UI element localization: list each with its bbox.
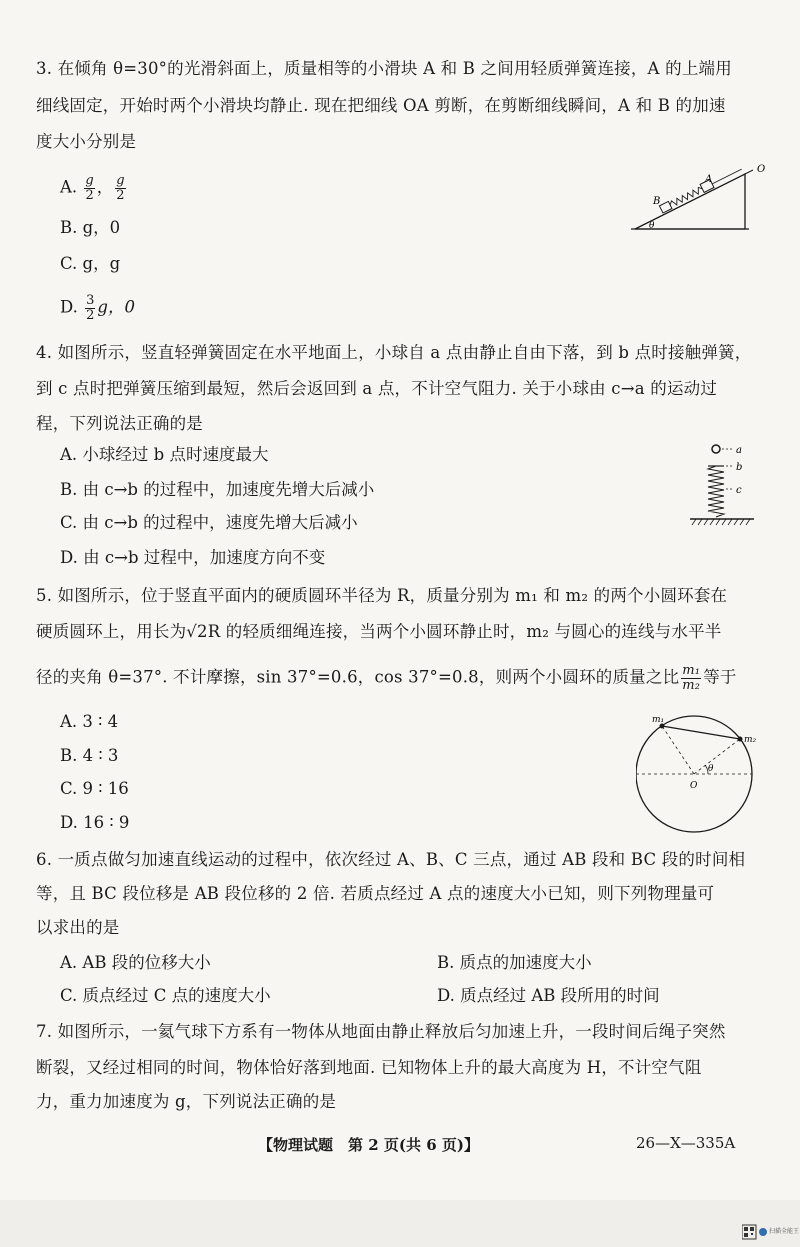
q5-fig-label-o: O	[690, 781, 698, 791]
q5-line-2: 硬质圆环上，用长为√2R 的轻质细绳连接，当两个小圆环静止时，m₂ 与圆心的连线与水平半	[36, 622, 722, 641]
q3-option-a-frac-1: $\frac{g}{2}$	[85, 173, 94, 203]
scanner-bottom-bar	[0, 1200, 800, 1247]
q5-mass-ratio: $\frac{\text{m₁}}{\text{m₂}}$	[682, 663, 701, 693]
q4-fig-label-a: a	[736, 445, 742, 456]
q5-fig-label-m1: m₁	[652, 715, 665, 725]
q3-fig-label-theta: θ	[649, 221, 655, 231]
q3-option-d: D. $\frac{3}{2}$ g，0	[60, 293, 135, 323]
q3-option-a-label: A.	[60, 177, 78, 197]
page-footer-title: 【物理试题 第 2 页(共 6 页)】	[258, 1136, 479, 1154]
page-footer-code: 26—X—335A	[636, 1134, 736, 1152]
q4-fig-label-b: b	[736, 462, 743, 473]
q3-option-b: B. g，0	[60, 218, 121, 237]
q6-line-1: 6. 一质点做匀加速直线运动的过程中，依次经过 A、B、C 三点，通过 AB 段和 BC 段的时间相	[36, 850, 746, 869]
q3-fig-label-a: A	[705, 174, 713, 185]
q5-option-d: D. 16 ∶ 9	[60, 813, 130, 832]
q4-line-1: 4. 如图所示，竖直轻弹簧固定在水平地面上，小球自 a 点由静止自由下落，到 b 点时接触弹簧，	[36, 343, 752, 362]
q3-line-2: 细线固定，开始时两个小滑块均静止. 现在把细线 OA 剪断，在剪断细线瞬间，A 和 B 的加速	[36, 96, 726, 115]
q4-option-a: A. 小球经过 b 点时速度最大	[60, 445, 269, 464]
q5-fig-label-m2: m₂	[744, 735, 757, 745]
q4-spring-figure	[686, 440, 762, 530]
q5-option-b: B. 4 ∶ 3	[60, 746, 119, 765]
scanner-watermark	[742, 1224, 800, 1240]
q6-option-c: C. 质点经过 C 点的速度大小	[60, 986, 271, 1005]
q3-line-3: 度大小分别是	[36, 132, 137, 151]
q6-option-a: A. AB 段的位移大小	[60, 953, 211, 972]
q7-line-2: 断裂，又经过相同的时间，物体恰好落到地面. 已知物体上升的最大高度为 H，不计空气阻	[36, 1058, 702, 1077]
q6-line-3: 以求出的是	[36, 918, 120, 937]
q4-option-b: B. 由 c→b 的过程中，加速度先增大后减小	[60, 480, 375, 499]
q4-line-2: 到 c 点时把弹簧压缩到最短，然后会返回到 a 点，不计空气阻力. 关于小球由 c→a 的运动过	[36, 379, 718, 398]
q6-option-d: D. 质点经过 AB 段所用的时间	[437, 986, 660, 1005]
q4-line-3: 程，下列说法正确的是	[36, 414, 203, 433]
q6-line-2: 等，且 BC 段位移是 AB 段位移的 2 倍. 若质点经过 A 点的速度大小已知，则下列物理量可	[36, 884, 715, 903]
q4-fig-label-c: c	[736, 485, 742, 496]
q3-option-c: C. g，g	[60, 254, 121, 273]
q5-line-3: 径的夹角 θ=37°. 不计摩擦，sin 37°=0.6，cos 37°=0.8，则两个小圆环的质量之比 $\frac{\text{m₁}}{\text{m₂}}$ 等于	[36, 663, 737, 693]
q3-option-a: A. $\frac{g}{2}$ ， $\frac{g}{2}$	[60, 173, 125, 203]
q4-option-c: C. 由 c→b 的过程中，速度先增大后减小	[60, 513, 358, 532]
q3-option-d-frac: $\frac{3}{2}$	[86, 293, 95, 323]
q5-line-1: 5. 如图所示，位于竖直平面内的硬质圆环半径为 R，质量分别为 m₁ 和 m₂ 的两个小圆环套在	[36, 586, 728, 605]
q3-fig-label-b: B	[653, 196, 661, 207]
q5-option-a: A. 3 ∶ 4	[60, 712, 119, 731]
q5-ring-figure	[636, 712, 786, 842]
q3-line-1: 3. 在倾角 θ=30°的光滑斜面上，质量相等的小滑块 A 和 B 之间用轻质弹簧连接，A 的上端用	[36, 59, 732, 78]
q5-fig-label-theta: θ	[708, 764, 714, 774]
q5-option-c: C. 9 ∶ 16	[60, 779, 129, 798]
q3-option-a-frac-2: $\frac{g}{2}$	[116, 173, 125, 203]
q4-option-d: D. 由 c→b 过程中，加速度方向不变	[60, 548, 326, 567]
q7-line-1: 7. 如图所示，一氦气球下方系有一物体从地面由静止释放后匀加速上升，一段时间后绳子突然	[36, 1022, 726, 1041]
q7-line-3: 力，重力加速度为 g，下列说法正确的是	[36, 1092, 337, 1111]
watermark-text: 扫描全能王	[769, 1228, 800, 1235]
q3-fig-label-o: O	[757, 164, 766, 175]
q3-incline-figure	[625, 160, 775, 235]
q6-option-b: B. 质点的加速度大小	[437, 953, 592, 972]
